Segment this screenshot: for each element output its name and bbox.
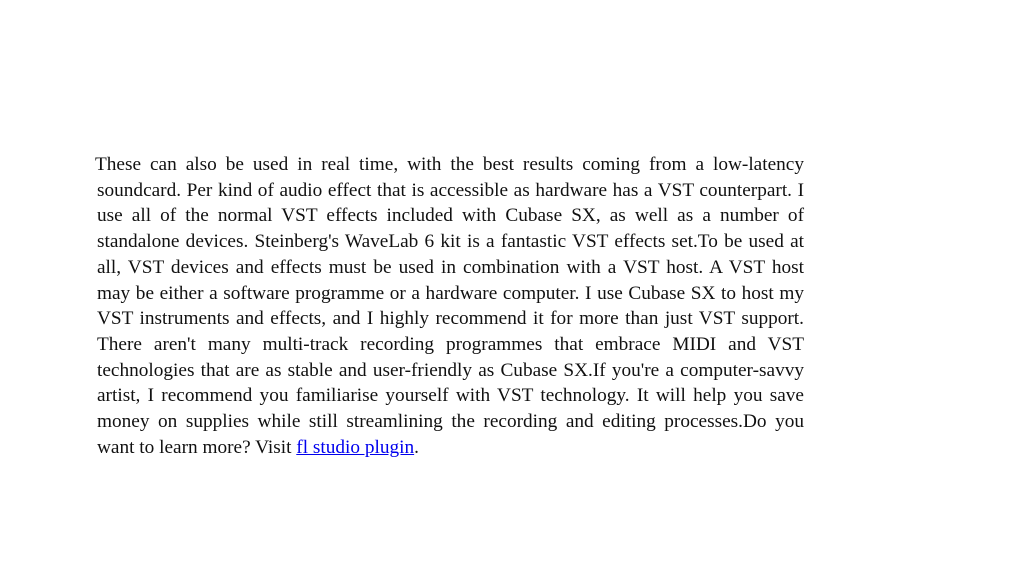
fl-studio-plugin-link[interactable]: fl studio plugin bbox=[296, 436, 415, 458]
body-text: These can also be used in real time, with the best results coming from a low-latency soundcard. Per kind of audio effect that is accessible as hardware has a VST counterpart. I use all of the normal VST effects included with Cubase SX, as well as a number of standalone devices. Steinberg's WaveLab 6 kit is a fantastic VST effects set.To be used at all, VST devices and effects must be used in combination with a VST host. A VST host may be either a software programme or a hardware computer. I use Cubase SX to host my VST instruments and effects, and I highly recommend it for more than just VST support. There aren't many multi-track recording programmes that embrace MIDI and VST technologies that are as stable and user-friendly as Cubase SX.If you're a computer-savvy artist, I recommend you familiarise yourself with VST technology. It will help you save money on supplies while still streamlining the recording and editing processes.Do you want to learn more? Visit bbox=[95, 154, 804, 458]
body-paragraph bbox=[97, 152, 804, 460]
trailing-period: . bbox=[414, 436, 419, 458]
